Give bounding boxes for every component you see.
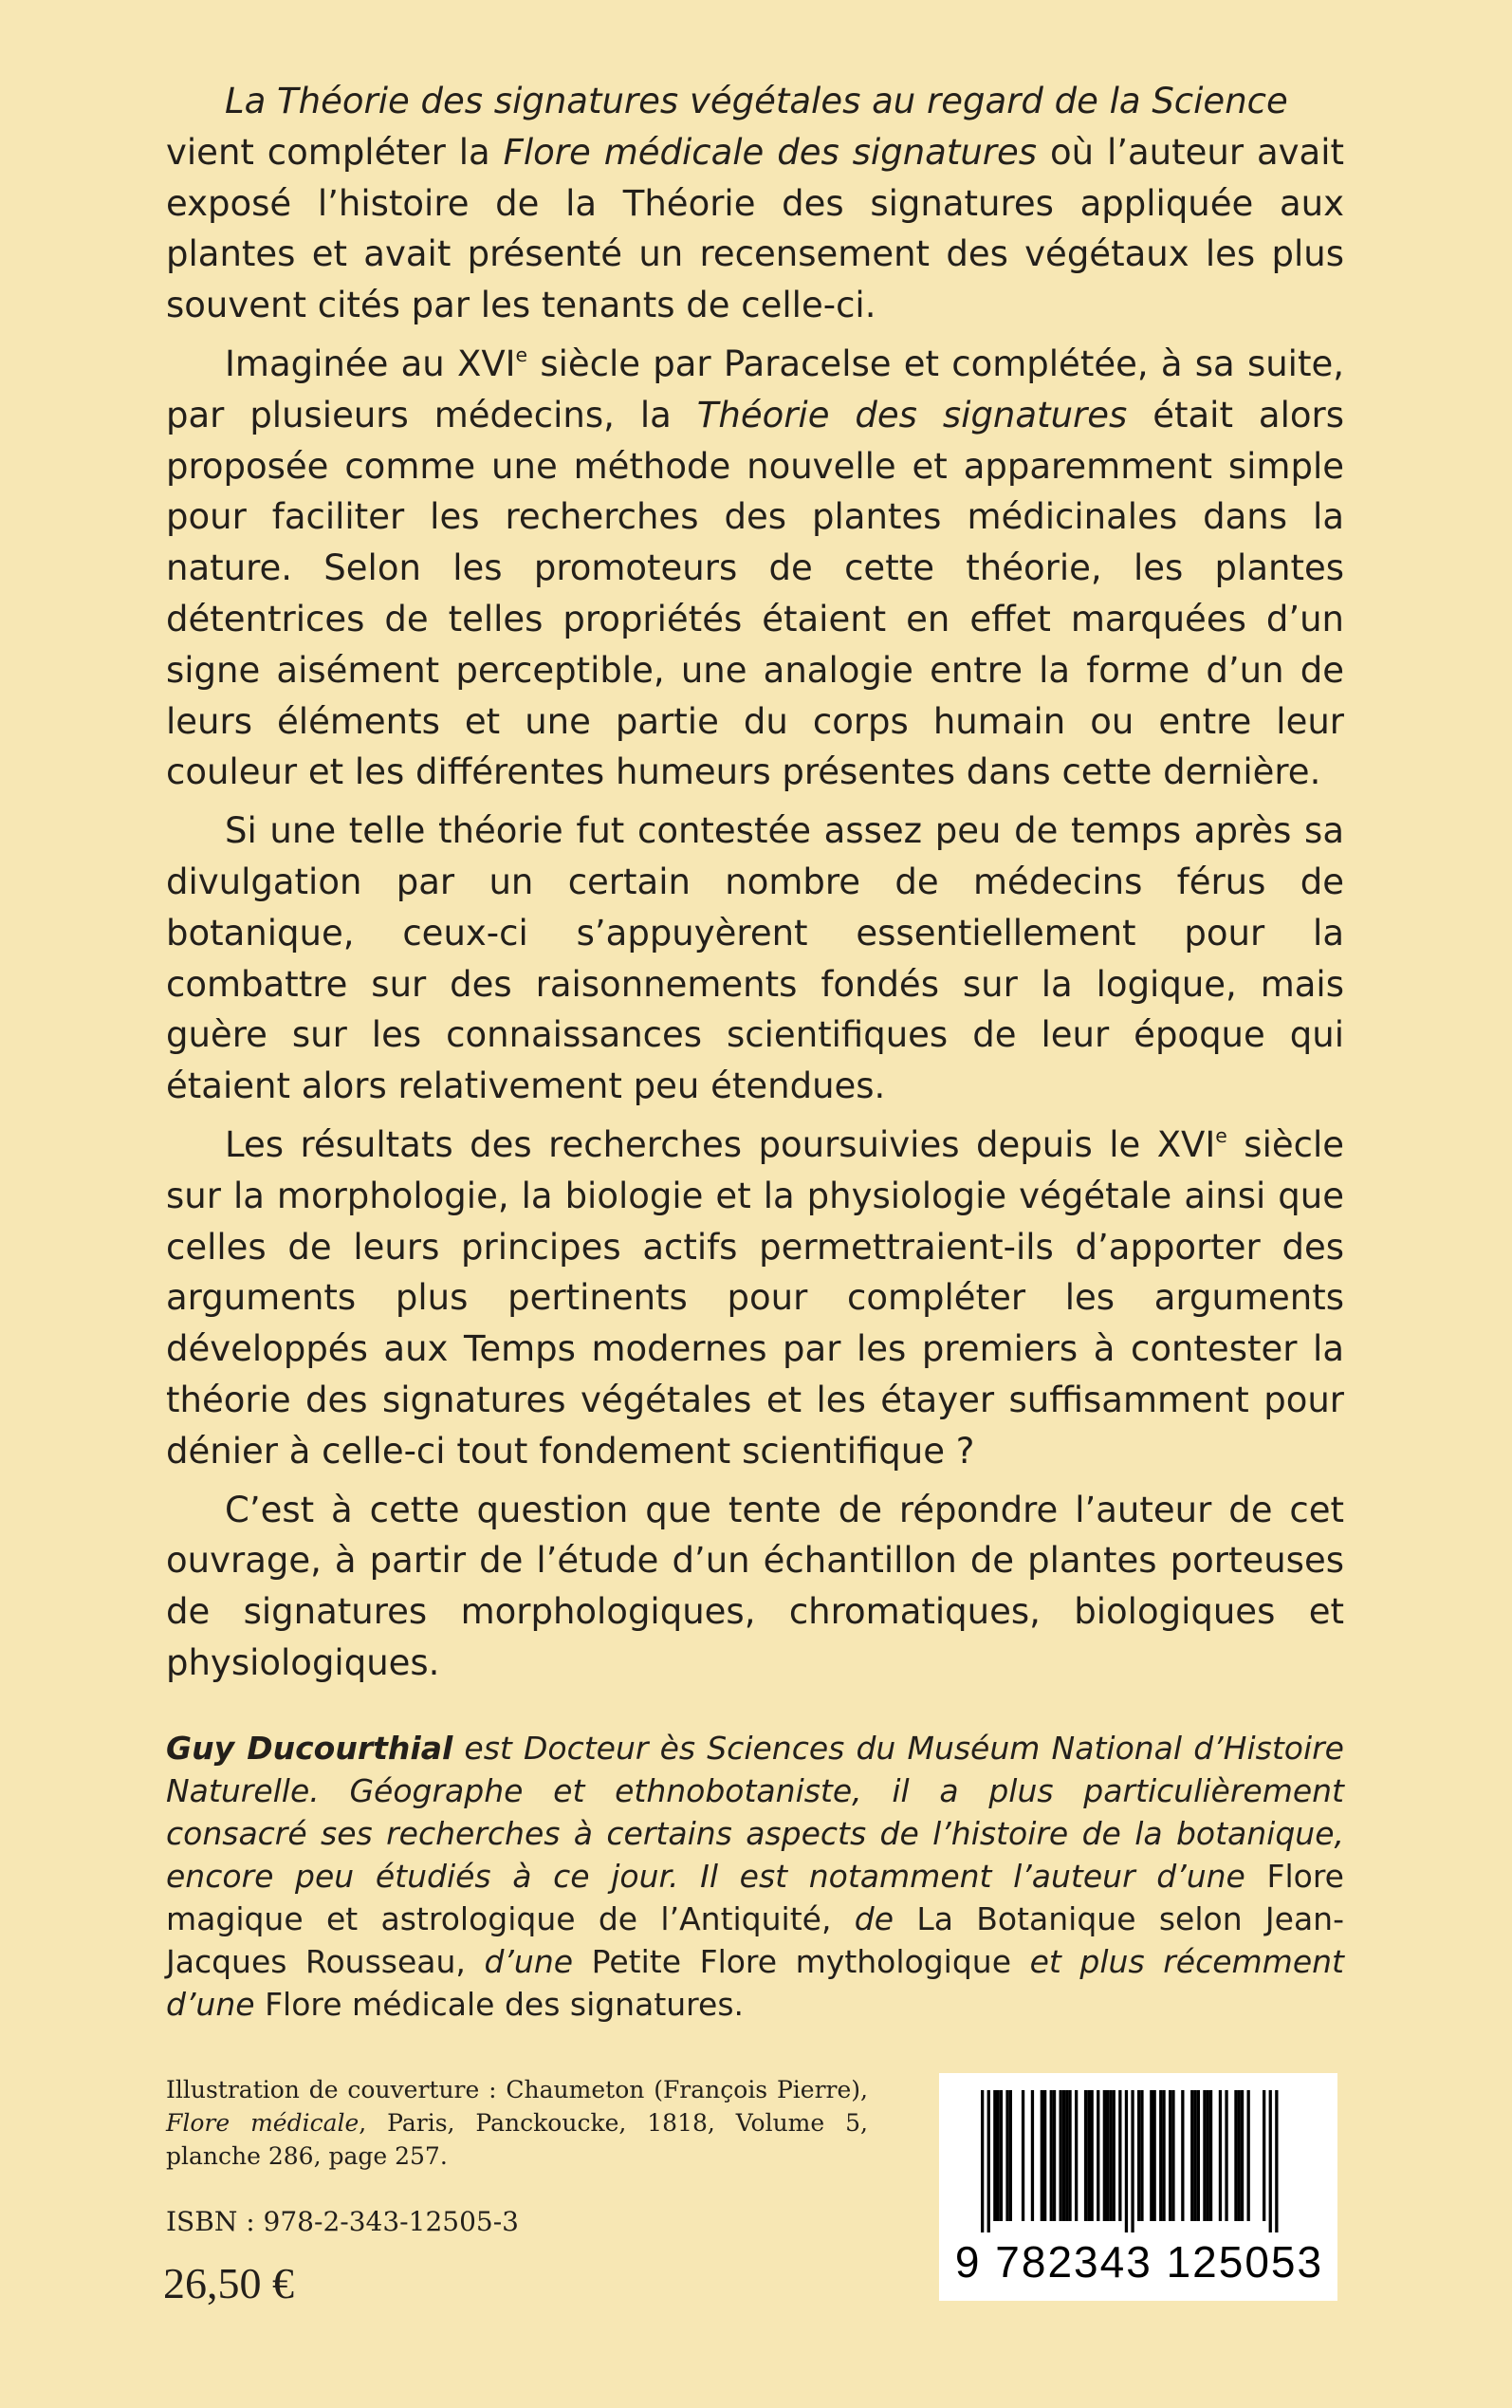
barcode-bar [1118,2090,1121,2221]
barcode-bar [1153,2090,1156,2221]
barcode-bar [1109,2090,1112,2221]
barcode-bar [1140,2090,1143,2221]
book-title: La Théorie des signatures végétales au regard de la Science [225,81,1288,121]
barcode-bar [1193,2090,1196,2221]
barcode-bar [1022,2090,1024,2221]
barcode-bar [1068,2090,1071,2221]
barcode-bar [1106,2090,1109,2221]
barcode-guard-bar [1131,2090,1134,2232]
barcode-bar [993,2090,996,2221]
barcode-bar [997,2090,1000,2221]
back-cover [166,76,1344,2026]
barcode-guard-bar [987,2090,990,2232]
barcode-bar [1043,2090,1046,2221]
barcode-bar [1050,2090,1053,2221]
barcode-guard-bar [1275,2090,1278,2232]
barcode-bar [1075,2090,1078,2221]
author-name: Guy Ducourthial [166,1729,453,1767]
barcode-bar [1190,2090,1193,2221]
barcode-bar [1062,2090,1065,2221]
barcode-bar [1097,2090,1099,2221]
barcode [939,2073,1337,2301]
barcode-bar [1234,2090,1237,2221]
barcode-bar [1207,2090,1209,2221]
barcode-bar [1203,2090,1206,2221]
blurb-paragraph-2: Imaginée au XVIe siècle par Paracelse et complétée, à sa suite, par plusieurs médecins, la Théorie des signatures était alors proposée comme une méthode nouvelle et apparemment simple pour faciliter les recherches des plantes médicinales dans la nature. Selon les promoteurs de cette théorie, les plantes détentrices de telles propriétés étaient en effet marquées d’un signe aisément perceptible, une analogie entre la forme d’un de leurs éléments et une partie du corps humain ou entre leur couleur et les différentes humeurs présentes dans cette dernière. [166,343,1344,793]
barcode-bar [1171,2090,1174,2221]
barcode-bar [1247,2090,1250,2221]
barcode-bar [1263,2090,1265,2221]
barcode-bar [1162,2090,1165,2221]
barcode-bar [1137,2090,1140,2221]
barcode-bar [1159,2090,1162,2221]
isbn: ISBN : 978-2-343-12505-3 [166,2206,519,2237]
barcode-bar [1103,2090,1106,2221]
blurb-paragraph-4: Les résultats des recherches poursuivies depuis le XVIe siècle sur la morphologie, la biologie et la physiologie végétale ainsi que celles de leurs principes actifs permettraient-ils d’apporter des arguments plus pertinents pour compléter les arguments développés aux Temps modernes par les premiers à contester la théorie des signatures végétales et les étayer suffisamment pour dénier à celle-ci tout fondement scientifique ? [166,1123,1345,1472]
barcode-bar [1041,2090,1043,2221]
barcode-bar [1009,2090,1012,2221]
barcode-bar [1087,2090,1090,2221]
barcode-bar [1053,2090,1056,2221]
barcode-bar [1209,2090,1212,2221]
price: 26,50 € [163,2259,294,2307]
barcode-bar [1238,2090,1241,2221]
blurb-paragraph-5: C’est à cette question que tente de répondre l’auteur de cet ouvrage, à partir de l’étude d’un échantillon de plantes porteuses de signatures morphologiques, chromatiques, biologiques et physiologiques. [166,1489,1344,1683]
barcode-bar [1181,2090,1184,2221]
barcode-bar [1150,2090,1152,2221]
barcode-guard-bar [981,2090,984,2232]
barcode-guard-bar [1125,2090,1128,2232]
barcode-bar [1225,2090,1227,2221]
blurb-paragraph-3: Si une telle théorie fut contestée assez peu de temps après sa divulgation par un certain nombre de médecins férus de botanique, ceux-ci s’appuyèrent essentiellement pour la combattre sur des raisonnements fondés sur la logique, mais guère sur les connaissances scientifiques de leur époque qui étaient alors relativement peu étendues. [166,810,1344,1107]
barcode-bar [1219,2090,1222,2221]
illustration-credit: Illustration de couverture : Chaumeton (François Pierre), Flore médicale, Paris, Panckoucke, 1818, Volume 5, planche 286, page 257. [166,2076,868,2170]
barcode-bar [1065,2090,1068,2221]
barcode-bar [1031,2090,1034,2221]
barcode-bar [1084,2090,1087,2221]
barcode-bar [1060,2090,1062,2221]
barcode-bar [1000,2090,1003,2221]
cover-footer [163,2073,1344,2367]
barcode-bars [954,2090,1324,2232]
blurb [166,76,1344,1689]
author-bio: Guy Ducourthial est Docteur ès Sciences du Muséum National d’Histoire Naturelle. Géographe et ethnobotaniste, il a plus particulièrement consacré ses recherches à certains aspects de l’histoire de la botanique, encore peu étudiés à ce jour. Il est notamment l’auteur d’une Flore magique et astrologique de l’Antiquité, de La Botanique selon Jean-Jacques Rousseau, d’une Petite Flore mythologique et plus récemment d’une Flore médicale des signatures. [166,1729,1344,2023]
barcode-bar [1005,2090,1008,2221]
barcode-guard-bar [1269,2090,1272,2232]
barcode-bar [1241,2090,1244,2221]
barcode-digits: 9 782343 125053 [954,2237,1324,2287]
blurb-paragraph-1: La Théorie des signatures végétales au regard de la Science vient compléter la Flore médicale des signatures où l’auteur avait exposé l’histoire de la Théorie des signatures appliquée aux plantes et avait présenté un recensement des végétaux les plus souvent cités par les tenants de celle-ci. [166,81,1344,326]
barcode-bar [1113,2090,1116,2221]
barcode-bar [1197,2090,1200,2221]
barcode-bar [1169,2090,1171,2221]
barcode-bar [1091,2090,1094,2221]
